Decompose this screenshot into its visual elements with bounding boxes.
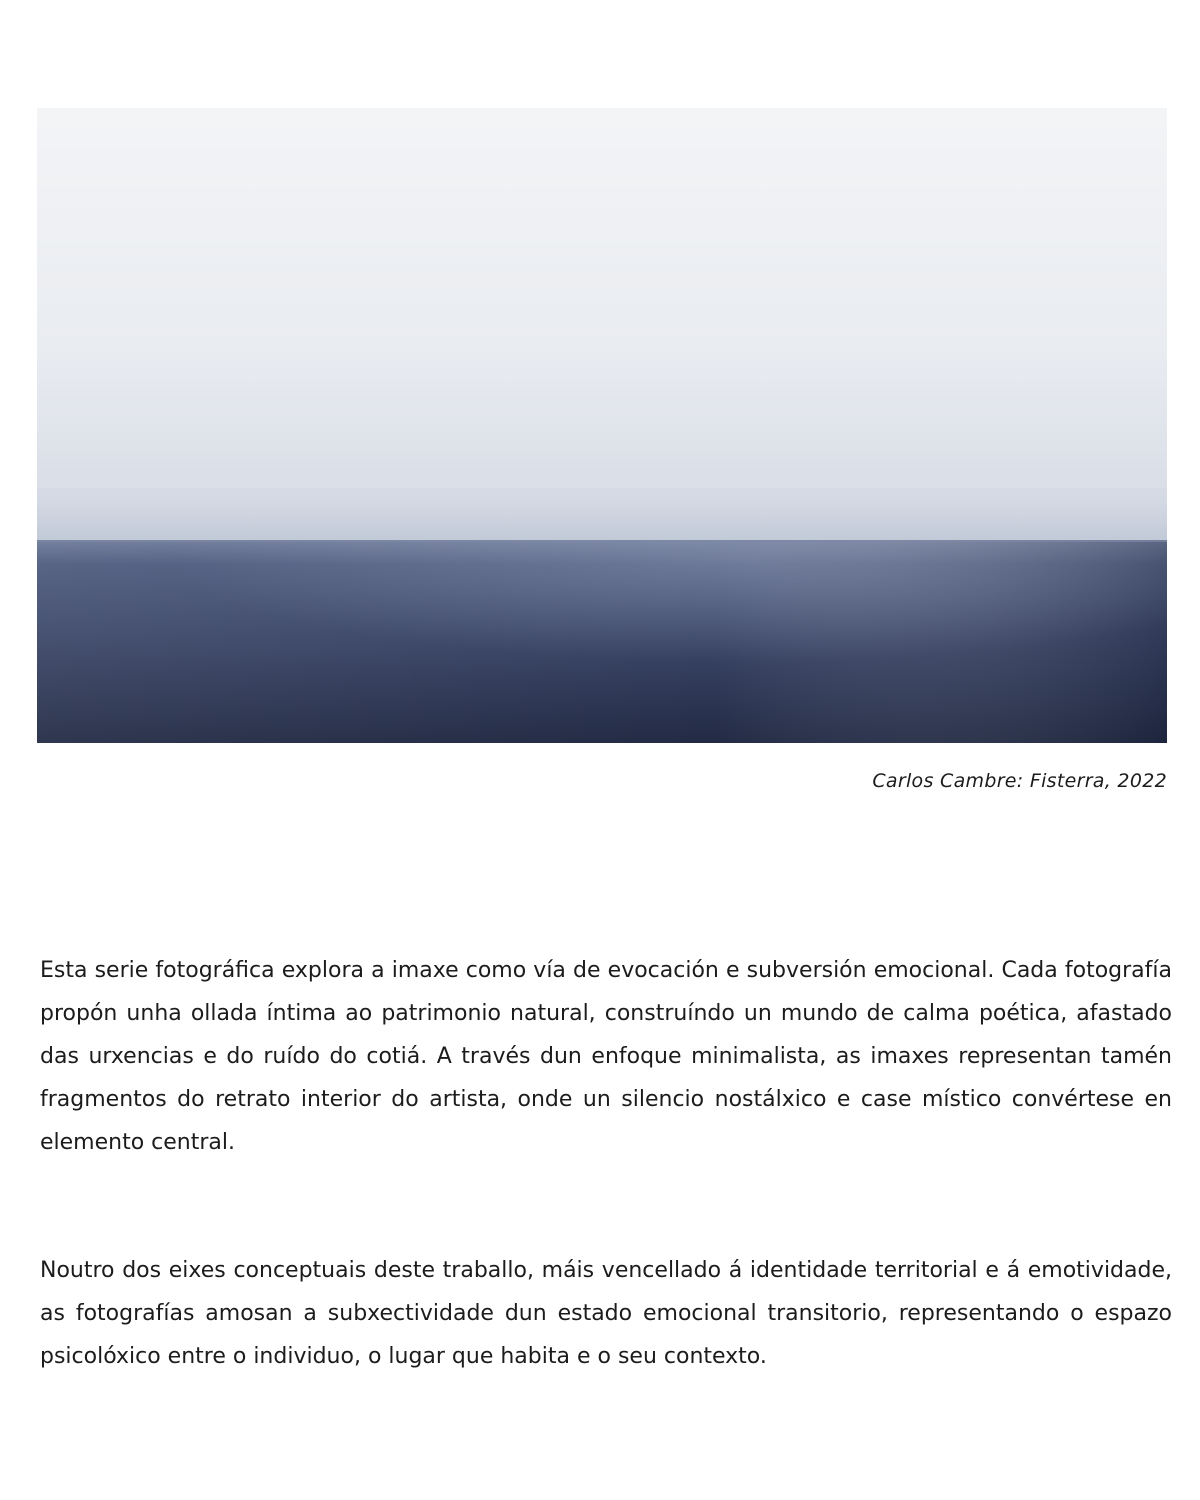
sea-shimmer xyxy=(37,540,1167,743)
haze-band xyxy=(37,488,1167,548)
sky xyxy=(37,108,1167,544)
seascape-photo xyxy=(37,108,1167,743)
seascape-image xyxy=(37,108,1167,743)
photo-caption: Carlos Cambre: Fisterra, 2022 xyxy=(872,770,1167,792)
paragraph-intro: Esta serie fotográfica explora a imaxe como vía de evocación e subversión emocional. Cada fotografía propón unha ollada íntima ao patrimonio natural, construíndo un mundo de calma poética, afastado das urxencias e do ruído do cotiá. A través dun enfoque minimalista, as imaxes representan tamén fragmentos do retrato interior do artista, onde un silencio nostálxico e case místico convértese en elemento central. xyxy=(40,958,1172,1155)
paragraph-concept: Noutro dos eixes conceptuais deste traballo, máis vencellado á identidade territorial e á emotividade, as fotografías amosan a subxectividade dun estado emocional transitorio, representando o espazo psicolóxico entre o individuo, o lugar que habita e o seu contexto. xyxy=(40,1258,1172,1369)
